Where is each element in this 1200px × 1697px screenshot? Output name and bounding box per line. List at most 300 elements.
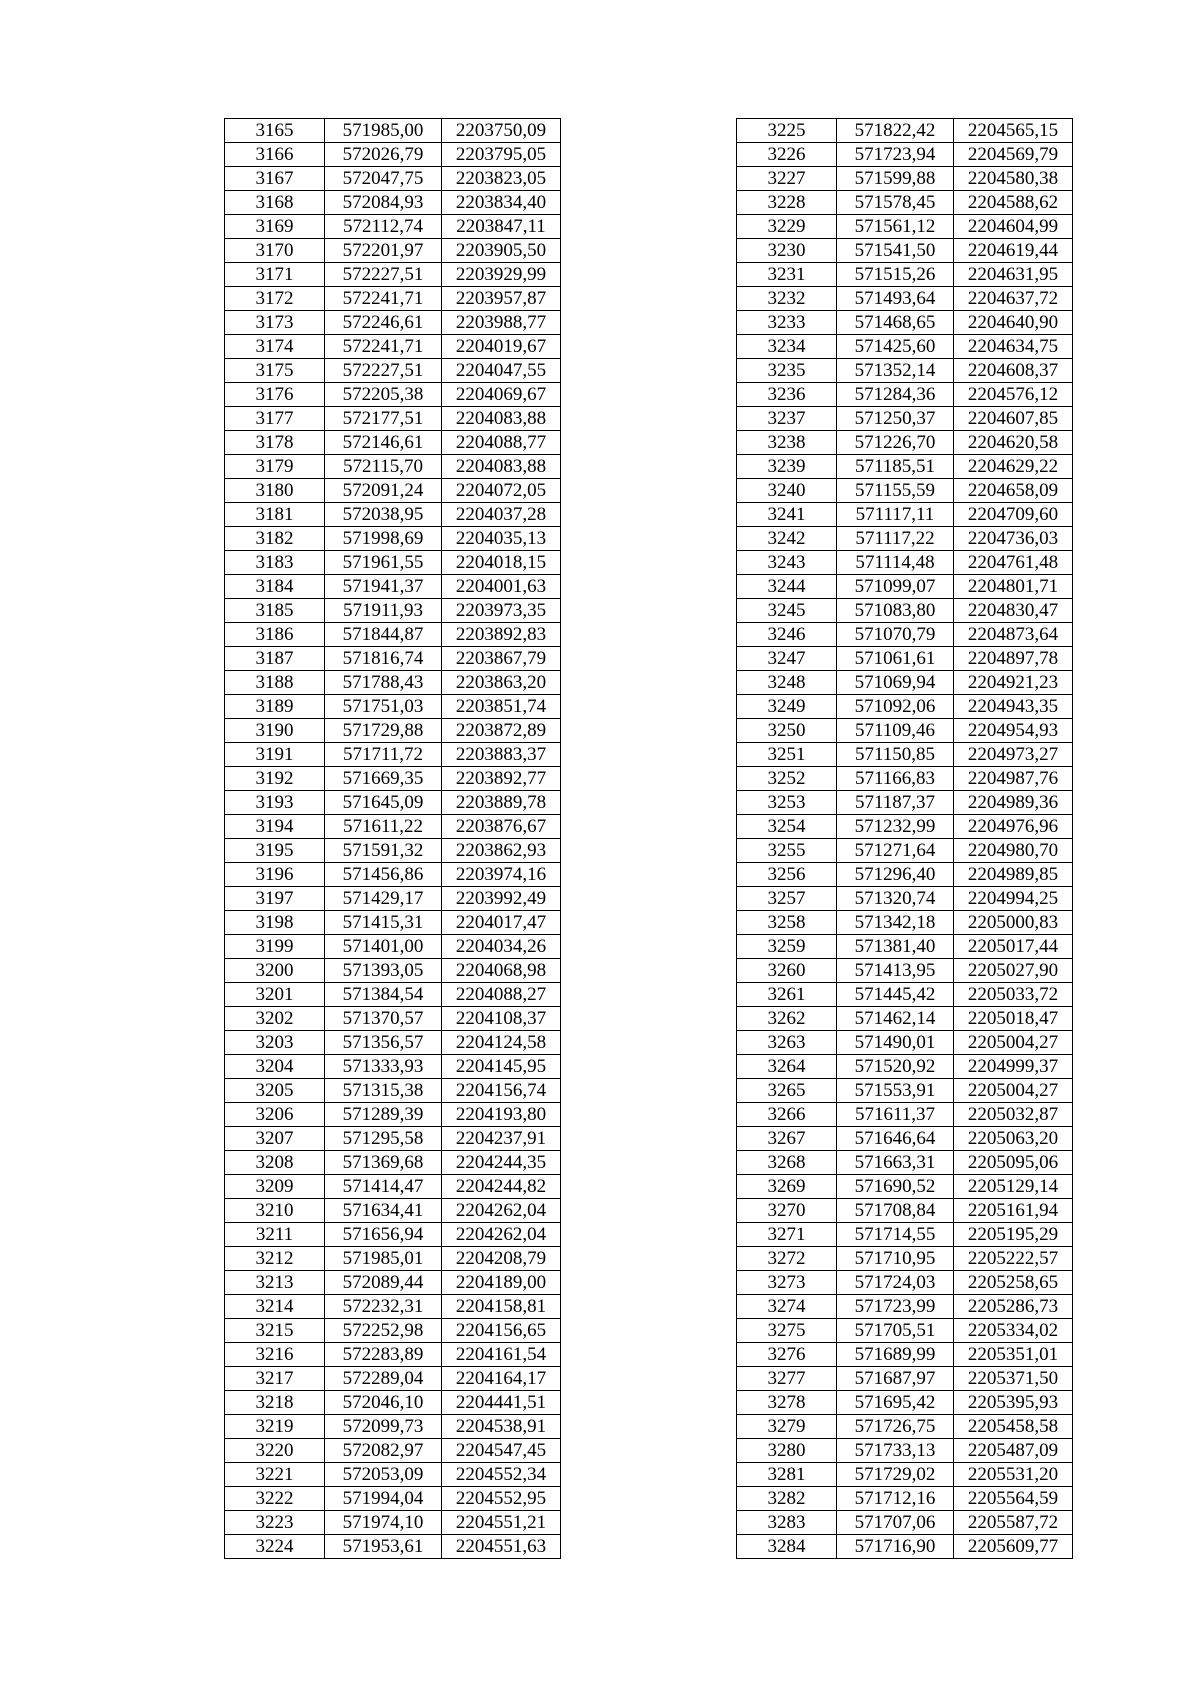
table-row: [737, 119, 1073, 143]
y-coordinate-cell: 2205095,06: [954, 1151, 1073, 1175]
table-row: [737, 215, 1073, 239]
x-coordinate-cell: 572084,93: [325, 191, 442, 215]
y-coordinate-cell: 2205458,58: [954, 1415, 1073, 1439]
point-number-cell: 3222: [225, 1487, 325, 1511]
y-coordinate-cell: 2204634,75: [954, 335, 1073, 359]
table-row: [225, 551, 561, 575]
y-coordinate-cell: 2205000,83: [954, 911, 1073, 935]
table-row: [737, 1439, 1073, 1463]
table-row: [737, 935, 1073, 959]
x-coordinate-cell: 572252,98: [325, 1319, 442, 1343]
x-coordinate-cell: 572146,61: [325, 431, 442, 455]
point-number-cell: 3270: [737, 1199, 837, 1223]
table-row: [737, 527, 1073, 551]
x-coordinate-cell: 571712,16: [837, 1487, 954, 1511]
table-row: [737, 1391, 1073, 1415]
table-row: [737, 695, 1073, 719]
y-coordinate-cell: 2205195,29: [954, 1223, 1073, 1247]
x-coordinate-cell: 571816,74: [325, 647, 442, 671]
y-coordinate-cell: 2204145,95: [442, 1055, 561, 1079]
y-coordinate-cell: 2204208,79: [442, 1247, 561, 1271]
x-coordinate-cell: 571185,51: [837, 455, 954, 479]
x-coordinate-cell: 571844,87: [325, 623, 442, 647]
point-number-cell: 3179: [225, 455, 325, 479]
y-coordinate-cell: 2204108,37: [442, 1007, 561, 1031]
point-number-cell: 3209: [225, 1175, 325, 1199]
point-number-cell: 3256: [737, 863, 837, 887]
point-number-cell: 3207: [225, 1127, 325, 1151]
y-coordinate-cell: 2204619,44: [954, 239, 1073, 263]
x-coordinate-cell: 572241,71: [325, 335, 442, 359]
x-coordinate-cell: 571468,65: [837, 311, 954, 335]
x-coordinate-cell: 571092,06: [837, 695, 954, 719]
x-coordinate-cell: 571369,68: [325, 1151, 442, 1175]
point-number-cell: 3201: [225, 983, 325, 1007]
x-coordinate-cell: 571553,91: [837, 1079, 954, 1103]
x-coordinate-cell: 571645,09: [325, 791, 442, 815]
y-coordinate-cell: 2204658,09: [954, 479, 1073, 503]
y-coordinate-cell: 2204547,45: [442, 1439, 561, 1463]
x-coordinate-cell: 571705,51: [837, 1319, 954, 1343]
table-row: [225, 359, 561, 383]
table-row: [737, 575, 1073, 599]
point-number-cell: 3200: [225, 959, 325, 983]
table-row: [225, 311, 561, 335]
table-row: [225, 1247, 561, 1271]
y-coordinate-cell: 2204441,51: [442, 1391, 561, 1415]
point-number-cell: 3171: [225, 263, 325, 287]
point-number-cell: 3190: [225, 719, 325, 743]
table-row: [737, 239, 1073, 263]
table-row: [737, 1535, 1073, 1559]
y-coordinate-cell: 2203892,83: [442, 623, 561, 647]
coordinates-table-left: [224, 118, 561, 1559]
table-row: [225, 119, 561, 143]
x-coordinate-cell: 572283,89: [325, 1343, 442, 1367]
point-number-cell: 3284: [737, 1535, 837, 1559]
y-coordinate-cell: 2205564,59: [954, 1487, 1073, 1511]
point-number-cell: 3231: [737, 263, 837, 287]
y-coordinate-cell: 2204608,37: [954, 359, 1073, 383]
point-number-cell: 3268: [737, 1151, 837, 1175]
x-coordinate-cell: 571226,70: [837, 431, 954, 455]
point-number-cell: 3257: [737, 887, 837, 911]
point-number-cell: 3241: [737, 503, 837, 527]
table-row: [737, 1127, 1073, 1151]
table-row: [225, 1463, 561, 1487]
y-coordinate-cell: 2204989,36: [954, 791, 1073, 815]
y-coordinate-cell: 2203872,89: [442, 719, 561, 743]
point-number-cell: 3193: [225, 791, 325, 815]
point-number-cell: 3228: [737, 191, 837, 215]
x-coordinate-cell: 572082,97: [325, 1439, 442, 1463]
x-coordinate-cell: 571414,47: [325, 1175, 442, 1199]
y-coordinate-cell: 2205587,72: [954, 1511, 1073, 1535]
y-coordinate-cell: 2204994,25: [954, 887, 1073, 911]
y-coordinate-cell: 2204551,21: [442, 1511, 561, 1535]
y-coordinate-cell: 2204873,64: [954, 623, 1073, 647]
y-coordinate-cell: 2203988,77: [442, 311, 561, 335]
table-row: [737, 1367, 1073, 1391]
point-number-cell: 3169: [225, 215, 325, 239]
point-number-cell: 3174: [225, 335, 325, 359]
point-number-cell: 3259: [737, 935, 837, 959]
y-coordinate-cell: 2204262,04: [442, 1223, 561, 1247]
table-row: [225, 1127, 561, 1151]
point-number-cell: 3198: [225, 911, 325, 935]
point-number-cell: 3219: [225, 1415, 325, 1439]
x-coordinate-cell: 571911,93: [325, 599, 442, 623]
y-coordinate-cell: 2203957,87: [442, 287, 561, 311]
table-row: [737, 383, 1073, 407]
y-coordinate-cell: 2204164,17: [442, 1367, 561, 1391]
point-number-cell: 3165: [225, 119, 325, 143]
y-coordinate-cell: 2204068,98: [442, 959, 561, 983]
table-row: [225, 1511, 561, 1535]
x-coordinate-cell: 572047,75: [325, 167, 442, 191]
y-coordinate-cell: 2205032,87: [954, 1103, 1073, 1127]
table-row: [737, 1295, 1073, 1319]
y-coordinate-cell: 2203823,05: [442, 167, 561, 191]
table-row: [225, 1535, 561, 1559]
point-number-cell: 3233: [737, 311, 837, 335]
y-coordinate-cell: 2204980,70: [954, 839, 1073, 863]
x-coordinate-cell: 572046,10: [325, 1391, 442, 1415]
x-coordinate-cell: 571352,14: [837, 359, 954, 383]
table-row: [225, 887, 561, 911]
point-number-cell: 3274: [737, 1295, 837, 1319]
x-coordinate-cell: 572201,97: [325, 239, 442, 263]
table-row: [737, 1055, 1073, 1079]
y-coordinate-cell: 2204830,47: [954, 599, 1073, 623]
y-coordinate-cell: 2204607,85: [954, 407, 1073, 431]
y-coordinate-cell: 2205017,44: [954, 935, 1073, 959]
y-coordinate-cell: 2204989,85: [954, 863, 1073, 887]
y-coordinate-cell: 2204083,88: [442, 455, 561, 479]
table-row: [225, 431, 561, 455]
point-number-cell: 3239: [737, 455, 837, 479]
point-number-cell: 3206: [225, 1103, 325, 1127]
x-coordinate-cell: 571295,58: [325, 1127, 442, 1151]
point-number-cell: 3272: [737, 1247, 837, 1271]
y-coordinate-cell: 2204193,80: [442, 1103, 561, 1127]
table-row: [225, 527, 561, 551]
y-coordinate-cell: 2204801,71: [954, 575, 1073, 599]
y-coordinate-cell: 2205004,27: [954, 1031, 1073, 1055]
x-coordinate-cell: 571561,12: [837, 215, 954, 239]
y-coordinate-cell: 2205018,47: [954, 1007, 1073, 1031]
point-number-cell: 3181: [225, 503, 325, 527]
x-coordinate-cell: 571456,86: [325, 863, 442, 887]
table-row: [225, 1103, 561, 1127]
y-coordinate-cell: 2203795,05: [442, 143, 561, 167]
point-number-cell: 3237: [737, 407, 837, 431]
point-number-cell: 3184: [225, 575, 325, 599]
point-number-cell: 3249: [737, 695, 837, 719]
x-coordinate-cell: 571401,00: [325, 935, 442, 959]
x-coordinate-cell: 571669,35: [325, 767, 442, 791]
table-row: [737, 719, 1073, 743]
point-number-cell: 3194: [225, 815, 325, 839]
x-coordinate-cell: 571726,75: [837, 1415, 954, 1439]
x-coordinate-cell: 571370,57: [325, 1007, 442, 1031]
table-row: [225, 1151, 561, 1175]
table-row: [225, 1031, 561, 1055]
y-coordinate-cell: 2205258,65: [954, 1271, 1073, 1295]
y-coordinate-cell: 2204072,05: [442, 479, 561, 503]
x-coordinate-cell: 572232,31: [325, 1295, 442, 1319]
table-row: [737, 599, 1073, 623]
point-number-cell: 3236: [737, 383, 837, 407]
point-number-cell: 3267: [737, 1127, 837, 1151]
y-coordinate-cell: 2204580,38: [954, 167, 1073, 191]
table-row: [737, 743, 1073, 767]
x-coordinate-cell: 571083,80: [837, 599, 954, 623]
x-coordinate-cell: 571708,84: [837, 1199, 954, 1223]
point-number-cell: 3178: [225, 431, 325, 455]
x-coordinate-cell: 571941,37: [325, 575, 442, 599]
y-coordinate-cell: 2204551,63: [442, 1535, 561, 1559]
x-coordinate-cell: 572115,70: [325, 455, 442, 479]
y-coordinate-cell: 2204576,12: [954, 383, 1073, 407]
table-row: [737, 431, 1073, 455]
y-coordinate-cell: 2205395,93: [954, 1391, 1073, 1415]
table-row: [225, 191, 561, 215]
x-coordinate-cell: 571381,40: [837, 935, 954, 959]
x-coordinate-cell: 571687,97: [837, 1367, 954, 1391]
x-coordinate-cell: 571099,07: [837, 575, 954, 599]
y-coordinate-cell: 2204069,67: [442, 383, 561, 407]
point-number-cell: 3283: [737, 1511, 837, 1535]
y-coordinate-cell: 2204761,48: [954, 551, 1073, 575]
point-number-cell: 3276: [737, 1343, 837, 1367]
x-coordinate-cell: 571425,60: [837, 335, 954, 359]
table-row: [225, 215, 561, 239]
y-coordinate-cell: 2204640,90: [954, 311, 1073, 335]
point-number-cell: 3248: [737, 671, 837, 695]
point-number-cell: 3266: [737, 1103, 837, 1127]
table-row: [225, 1439, 561, 1463]
x-coordinate-cell: 571117,11: [837, 503, 954, 527]
x-coordinate-cell: 571490,01: [837, 1031, 954, 1055]
y-coordinate-cell: 2203973,35: [442, 599, 561, 623]
table-row: [737, 887, 1073, 911]
table-row: [225, 479, 561, 503]
y-coordinate-cell: 2204976,96: [954, 815, 1073, 839]
table-row: [225, 767, 561, 791]
table-row: [225, 599, 561, 623]
y-coordinate-cell: 2204637,72: [954, 287, 1073, 311]
point-number-cell: 3275: [737, 1319, 837, 1343]
table-row: [737, 455, 1073, 479]
y-coordinate-cell: 2205129,14: [954, 1175, 1073, 1199]
point-number-cell: 3247: [737, 647, 837, 671]
point-number-cell: 3218: [225, 1391, 325, 1415]
table-row: [225, 623, 561, 647]
y-coordinate-cell: 2203883,37: [442, 743, 561, 767]
x-coordinate-cell: 571974,10: [325, 1511, 442, 1535]
point-number-cell: 3215: [225, 1319, 325, 1343]
y-coordinate-cell: 2205033,72: [954, 983, 1073, 1007]
table-row: [225, 1079, 561, 1103]
table-row: [225, 791, 561, 815]
point-number-cell: 3186: [225, 623, 325, 647]
point-number-cell: 3280: [737, 1439, 837, 1463]
point-number-cell: 3252: [737, 767, 837, 791]
table-row: [225, 1319, 561, 1343]
x-coordinate-cell: 572289,04: [325, 1367, 442, 1391]
point-number-cell: 3255: [737, 839, 837, 863]
x-coordinate-cell: 571296,40: [837, 863, 954, 887]
table-row: [225, 695, 561, 719]
y-coordinate-cell: 2204124,58: [442, 1031, 561, 1055]
point-number-cell: 3214: [225, 1295, 325, 1319]
y-coordinate-cell: 2204604,99: [954, 215, 1073, 239]
y-coordinate-cell: 2205531,20: [954, 1463, 1073, 1487]
x-coordinate-cell: 571689,99: [837, 1343, 954, 1367]
table-row: [737, 863, 1073, 887]
table-row: [225, 575, 561, 599]
point-number-cell: 3202: [225, 1007, 325, 1031]
table-row: [225, 167, 561, 191]
y-coordinate-cell: 2204897,78: [954, 647, 1073, 671]
point-number-cell: 3262: [737, 1007, 837, 1031]
x-coordinate-cell: 571320,74: [837, 887, 954, 911]
point-number-cell: 3168: [225, 191, 325, 215]
y-coordinate-cell: 2204156,65: [442, 1319, 561, 1343]
table-row: [225, 1223, 561, 1247]
table-row: [225, 455, 561, 479]
x-coordinate-cell: 571994,04: [325, 1487, 442, 1511]
point-number-cell: 3226: [737, 143, 837, 167]
x-coordinate-cell: 571315,38: [325, 1079, 442, 1103]
point-number-cell: 3212: [225, 1247, 325, 1271]
table-row: [225, 959, 561, 983]
table-row: [737, 311, 1073, 335]
y-coordinate-cell: 2203889,78: [442, 791, 561, 815]
x-coordinate-cell: 571729,88: [325, 719, 442, 743]
table-row: [737, 1103, 1073, 1127]
point-number-cell: 3180: [225, 479, 325, 503]
y-coordinate-cell: 2204569,79: [954, 143, 1073, 167]
table-row: [225, 1055, 561, 1079]
y-coordinate-cell: 2203851,74: [442, 695, 561, 719]
x-coordinate-cell: 571998,69: [325, 527, 442, 551]
x-coordinate-cell: 572089,44: [325, 1271, 442, 1295]
point-number-cell: 3245: [737, 599, 837, 623]
y-coordinate-cell: 2204552,34: [442, 1463, 561, 1487]
point-number-cell: 3205: [225, 1079, 325, 1103]
table-row: [225, 143, 561, 167]
x-coordinate-cell: 571069,94: [837, 671, 954, 695]
x-coordinate-cell: 571271,64: [837, 839, 954, 863]
x-coordinate-cell: 571711,72: [325, 743, 442, 767]
point-number-cell: 3260: [737, 959, 837, 983]
point-number-cell: 3263: [737, 1031, 837, 1055]
table-row: [225, 1391, 561, 1415]
point-number-cell: 3229: [737, 215, 837, 239]
x-coordinate-cell: 571822,42: [837, 119, 954, 143]
x-coordinate-cell: 571723,99: [837, 1295, 954, 1319]
table-row: [737, 1343, 1073, 1367]
table-row: [225, 1415, 561, 1439]
point-number-cell: 3199: [225, 935, 325, 959]
y-coordinate-cell: 2204017,47: [442, 911, 561, 935]
x-coordinate-cell: 571723,94: [837, 143, 954, 167]
x-coordinate-cell: 571333,93: [325, 1055, 442, 1079]
x-coordinate-cell: 571493,64: [837, 287, 954, 311]
x-coordinate-cell: 571611,37: [837, 1103, 954, 1127]
y-coordinate-cell: 2204047,55: [442, 359, 561, 383]
y-coordinate-cell: 2204973,27: [954, 743, 1073, 767]
table-row: [225, 407, 561, 431]
point-number-cell: 3281: [737, 1463, 837, 1487]
y-coordinate-cell: 2204037,28: [442, 503, 561, 527]
table-row: [737, 263, 1073, 287]
x-coordinate-cell: 571462,14: [837, 1007, 954, 1031]
y-coordinate-cell: 2204588,62: [954, 191, 1073, 215]
table-row: [737, 1511, 1073, 1535]
point-number-cell: 3227: [737, 167, 837, 191]
point-number-cell: 3240: [737, 479, 837, 503]
point-number-cell: 3221: [225, 1463, 325, 1487]
x-coordinate-cell: 571646,64: [837, 1127, 954, 1151]
point-number-cell: 3197: [225, 887, 325, 911]
y-coordinate-cell: 2203892,77: [442, 767, 561, 791]
point-number-cell: 3258: [737, 911, 837, 935]
table-row: [225, 815, 561, 839]
table-row: [737, 503, 1073, 527]
table-row: [737, 1319, 1073, 1343]
x-coordinate-cell: 571384,54: [325, 983, 442, 1007]
x-coordinate-cell: 571232,99: [837, 815, 954, 839]
table-row: [225, 1199, 561, 1223]
y-coordinate-cell: 2205063,20: [954, 1127, 1073, 1151]
table-row: [225, 1271, 561, 1295]
x-coordinate-cell: 571634,41: [325, 1199, 442, 1223]
y-coordinate-cell: 2204629,22: [954, 455, 1073, 479]
y-coordinate-cell: 2204244,35: [442, 1151, 561, 1175]
y-coordinate-cell: 2204736,03: [954, 527, 1073, 551]
x-coordinate-cell: 572112,74: [325, 215, 442, 239]
y-coordinate-cell: 2204189,00: [442, 1271, 561, 1295]
x-coordinate-cell: 571187,37: [837, 791, 954, 815]
x-coordinate-cell: 572227,51: [325, 359, 442, 383]
point-number-cell: 3253: [737, 791, 837, 815]
point-number-cell: 3223: [225, 1511, 325, 1535]
x-coordinate-cell: 571656,94: [325, 1223, 442, 1247]
y-coordinate-cell: 2203867,79: [442, 647, 561, 671]
point-number-cell: 3265: [737, 1079, 837, 1103]
x-coordinate-cell: 571985,01: [325, 1247, 442, 1271]
point-number-cell: 3208: [225, 1151, 325, 1175]
point-number-cell: 3185: [225, 599, 325, 623]
point-number-cell: 3177: [225, 407, 325, 431]
table-row: [225, 671, 561, 695]
table-row: [737, 1271, 1073, 1295]
y-coordinate-cell: 2204999,37: [954, 1055, 1073, 1079]
x-coordinate-cell: 571289,39: [325, 1103, 442, 1127]
x-coordinate-cell: 571714,55: [837, 1223, 954, 1247]
y-coordinate-cell: 2204954,93: [954, 719, 1073, 743]
table-row: [737, 623, 1073, 647]
table-row: [737, 1199, 1073, 1223]
point-number-cell: 3173: [225, 311, 325, 335]
point-number-cell: 3279: [737, 1415, 837, 1439]
y-coordinate-cell: 2205161,94: [954, 1199, 1073, 1223]
point-number-cell: 3195: [225, 839, 325, 863]
point-number-cell: 3244: [737, 575, 837, 599]
